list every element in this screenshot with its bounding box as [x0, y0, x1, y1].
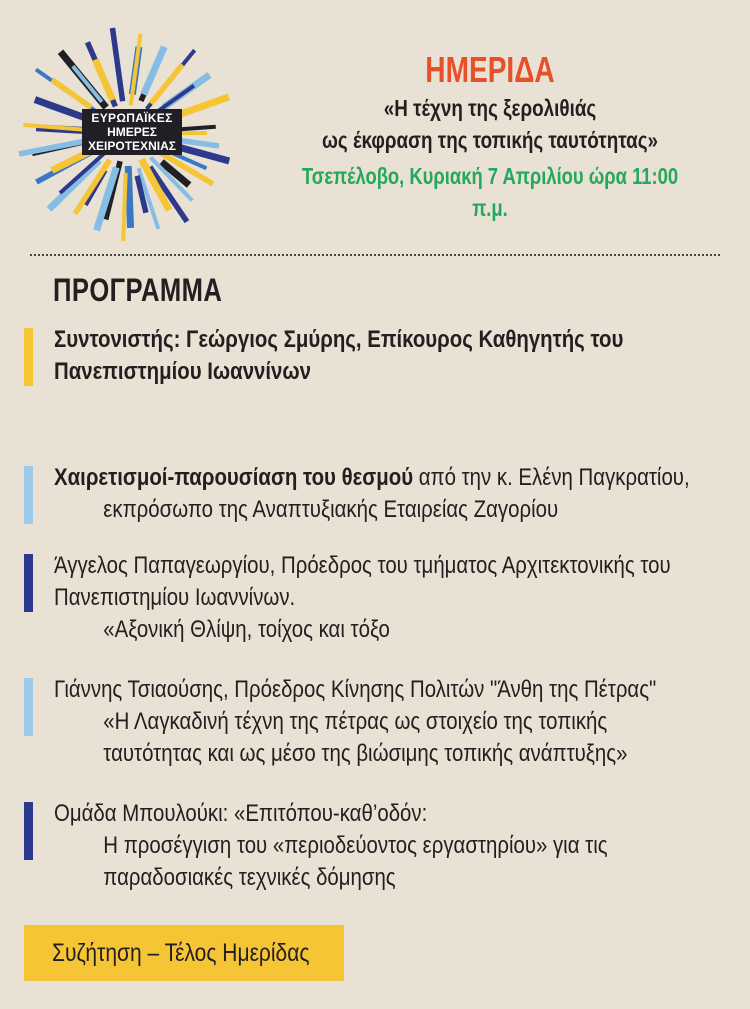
welcome-line-2: εκπρόσωπο της Αναπτυξιακής Εταιρείας Ζαγορίου — [103, 496, 559, 523]
papageorgiou-line-1: Άγγελος Παπαγεωργίου, Πρόεδρος του τμήματος Αρχιτεκτονικής του — [54, 552, 671, 579]
tsiaousis-talk-line-2: ταυτότητας και ως μέσο της βιώσιμης τοπικής ανάπτυξης» — [103, 740, 628, 767]
starburst-ray — [123, 173, 125, 241]
starburst-ray — [19, 140, 90, 154]
yellow-accent-bar — [24, 328, 33, 386]
program-item-papageorgiou — [24, 550, 736, 646]
tsiaousis-line-1: Γιάννης Τσιαούσης, Πρόεδρος Κίνησης Πολιτών "Άνθη της Πέτρας" — [54, 676, 657, 703]
coordinator-entry — [24, 324, 736, 388]
program-heading: ΠΡΟΓΡΑΜΜΑ — [53, 272, 223, 308]
papageorgiou-line-2: Πανεπιστημίου Ιωαννίνων. — [54, 584, 296, 611]
navy-accent-bar — [24, 802, 33, 860]
navy-accent-bar — [24, 554, 33, 612]
bouluki-line-1: Ομάδα Μπουλούκι: «Επιτόπου-καθ’οδόν: — [54, 800, 428, 827]
logo-line-1: ΕΥΡΩΠΑΪΚΕΣ — [91, 111, 173, 125]
program-item-bouluki — [24, 798, 736, 894]
program-item-tsiaousis — [24, 674, 736, 770]
dotted-divider — [30, 254, 720, 256]
coordinator-line-2: Πανεπιστημίου Ιωαννίνων — [54, 358, 311, 385]
closing-text: Συζήτηση – Τέλος Ημερίδας — [52, 938, 310, 967]
event-subtitle-1: «Η τέχνη της ξερολιθιάς — [383, 95, 597, 121]
tsiaousis-talk-line-1: «Η Λαγκαδινή τέχνη της πέτρας ως στοιχείο της τοπικής — [103, 708, 608, 735]
coordinator-line-1: Συντονιστής: Γεώργιος Σμύρης, Επίκουρος Καθηγητής του — [54, 326, 624, 353]
european-crafts-days-logo — [14, 18, 240, 248]
light-blue-accent-bar — [24, 466, 33, 524]
event-venue-date: Τσεπέλοβο, Κυριακή 7 Απριλίου ώρα 11:00 π.μ. — [301, 163, 679, 221]
bouluki-line-3: παραδοσιακές τεχνικές δόμησης — [103, 864, 396, 891]
welcome-rest: από την κ. Ελένη Παγκρατίου, — [413, 464, 690, 491]
logo-line-3: ΧΕΙΡΟΤΕΧΝΙΑΣ — [88, 139, 176, 153]
papageorgiou-talk-title: «Αξονική Θλίψη, τοίχος και τόξο — [103, 616, 390, 643]
welcome-line-1 — [54, 462, 750, 494]
event-title: ΗΜΕΡΙΔΑ — [425, 49, 555, 90]
welcome-bold-title: Χαιρετισμοί-παρουσίαση του θεσμού — [54, 464, 414, 491]
logo-label — [82, 109, 182, 155]
light-blue-accent-bar — [24, 678, 33, 736]
event-subtitle-2: ως έκφραση της τοπικής ταυτότητας» — [321, 127, 659, 153]
starburst-ray — [112, 28, 122, 101]
program-item-welcome — [24, 462, 736, 526]
logo-line-2: ΗΜΕΡΕΣ — [107, 125, 157, 139]
closing-banner — [24, 925, 344, 981]
starburst-ray — [128, 166, 130, 228]
event-header — [240, 50, 740, 224]
bouluki-line-2: Η προσέγγιση του «περιοδεύοντος εργαστηρίου» για τις — [103, 832, 608, 859]
